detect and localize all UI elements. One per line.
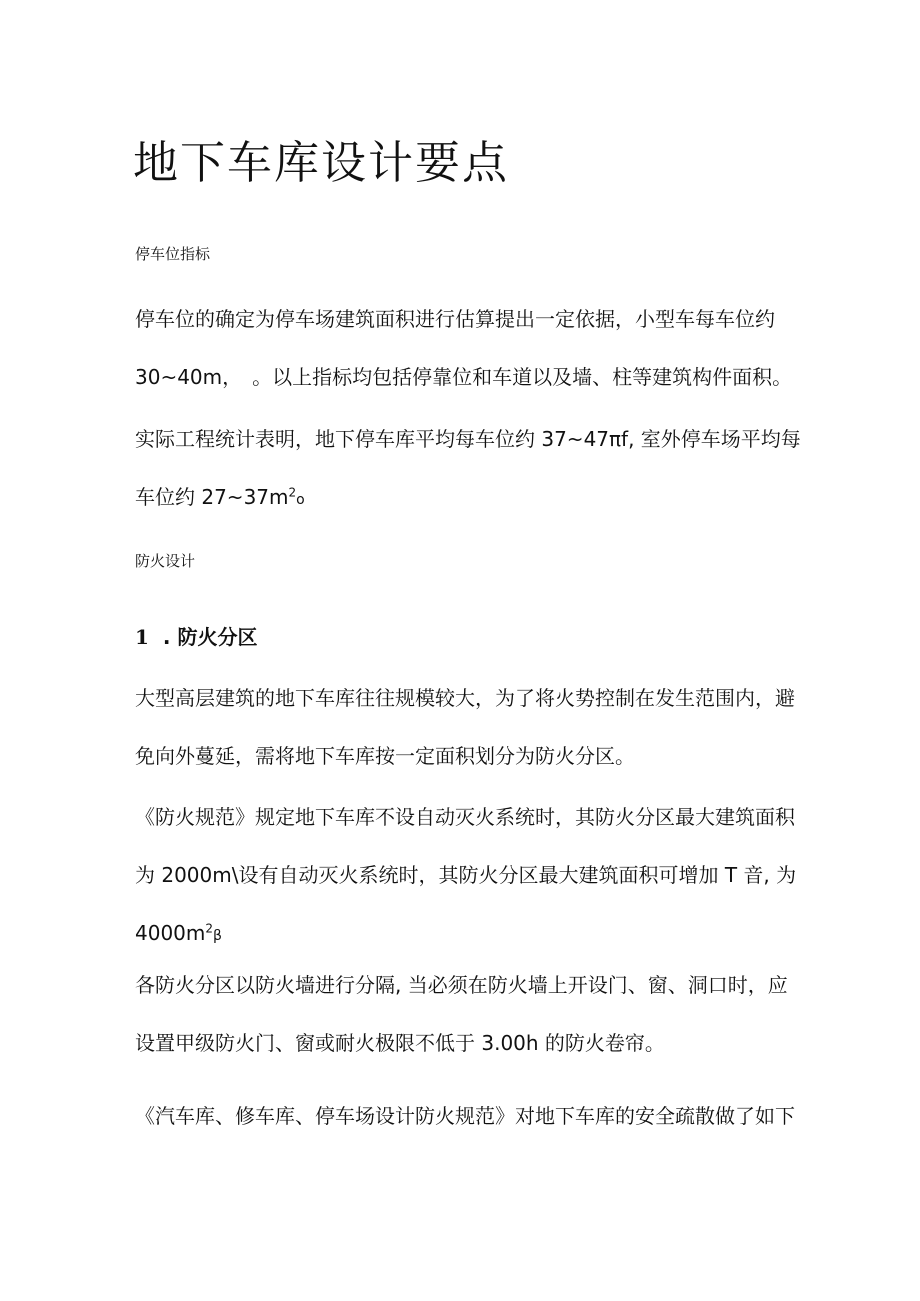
paragraph-parking-statistics [135,427,801,543]
section-heading-fire-design: 防火设计 [135,552,196,570]
superscript: 2 [205,921,214,936]
section-heading-parking-index: 停车位指标 [135,245,211,263]
text-fragment: o [296,492,305,508]
text-line-with-superscript [135,485,795,543]
paragraph-fire-wall-separation [135,973,795,1089]
text-line: 实际工程统计表明，地下停车库平均每车位约 37~47πf, 室外停车场平均每 [135,427,801,451]
text-fragment: β [213,928,222,944]
text-line: 大型高层建筑的地下车库往往规模较大，为了将火势控制在发生范围内，避 [135,686,795,710]
subsection-heading-fire-compartment [135,621,257,650]
paragraph-parking-estimate [135,307,795,423]
text-line: 停车位的确定为停车场建筑面积进行估算提出一定依据，小型车每车位约 [135,307,775,331]
text-line: 《汽车库、修车库、停车场设计防火规范》对地下车库的安全疏散做了如下 [135,1104,795,1128]
text-line: 《防火规范》规定地下车库不设自动灭火系统时，其防火分区最大建筑面积 [135,805,795,829]
text-line: 30~40m， 。以上指标均包括停靠位和车道以及墙、柱等建筑构件面积。 [135,365,793,389]
item-number: 1 [135,625,149,649]
text-fragment: 车位约 27~37m [135,485,289,509]
text-line-with-superscript [135,921,795,979]
paragraph-evacuation-code [135,1104,795,1162]
document-title: 地下车库设计要点 [133,136,510,189]
text-line: 各防火分区以防火墙进行分隔, 当必须在防火墙上开设门、窗、洞口时，应 [135,973,788,997]
superscript: 2 [288,485,297,500]
item-title: . 防火分区 [162,625,258,649]
paragraph-fire-compartment-purpose [135,686,795,802]
text-fragment: 4000m [135,921,206,945]
text-line: 为 2000m\设有自动灭火系统时，其防火分区最大建筑面积可增加 T 音, 为 [135,863,797,887]
paragraph-fire-code-area [135,805,795,979]
text-line: 免向外蔓延，需将地下车库按一定面积划分为防火分区。 [135,744,635,768]
text-line: 设置甲级防火门、窗或耐火极限不低于 3.00h 的防火卷帘。 [135,1031,665,1055]
